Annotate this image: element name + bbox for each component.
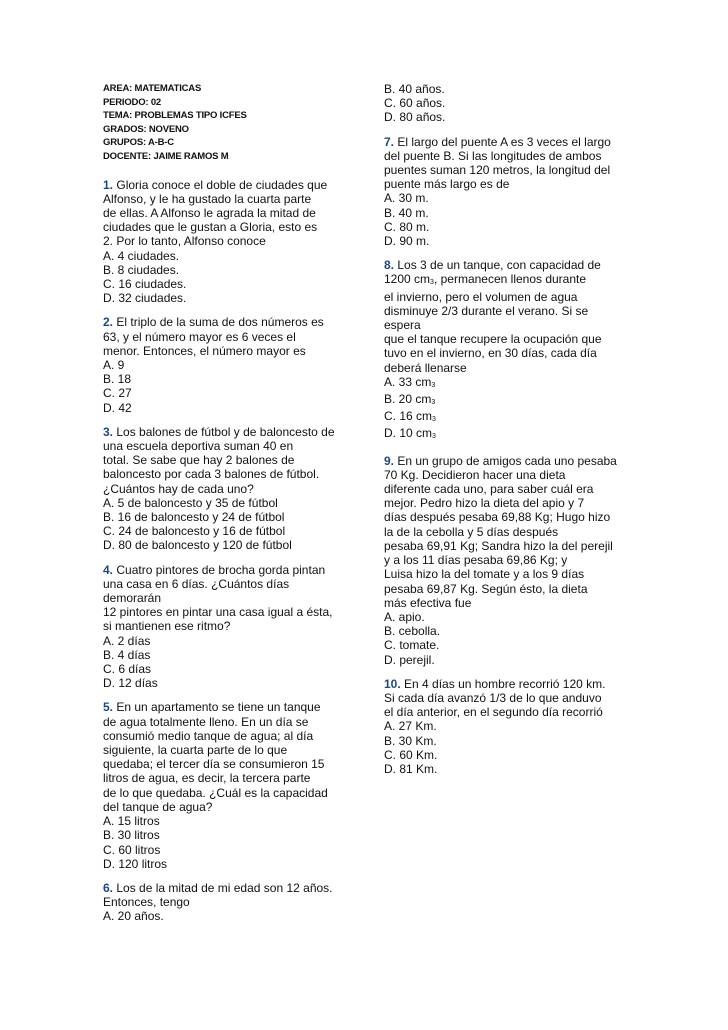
question-text: Gloria conoce el doble de ciudades que [116, 177, 328, 192]
question-text: Luisa hizo la del tomate y a los 9 días [384, 567, 585, 582]
question-text: puentes suman 120 metros, la longitud del [384, 163, 611, 178]
question-text: pesaba 69,91 Kg; Sandra hizo la del perejil [384, 538, 613, 553]
answer-option: B. 16 de baloncesto y 24 de fútbol [103, 510, 285, 525]
question-number: 8. [384, 258, 395, 273]
question-text: ciudades que le gustan a Gloria, esto es [103, 220, 318, 235]
question-line [103, 757, 353, 771]
answer-option: C. 16 $cm_3$ [384, 409, 436, 424]
question-text: menor. Entonces, el número mayor es [103, 343, 306, 358]
answer-option: B. 4 días [103, 647, 151, 662]
question-line [384, 567, 634, 581]
question-text: mejor. Pedro hizo la dieta del apio y 7 [384, 496, 585, 511]
answer-option: D. 120 litros [103, 856, 168, 871]
question-number: 1. [103, 177, 114, 192]
header-tema: TEMA: PROBLEMAS TIPO ICFES [103, 110, 247, 122]
question-text: siguiente, la cuarta parte de lo que [103, 743, 288, 758]
question-line [103, 771, 353, 785]
question-line [384, 454, 634, 468]
question-text: de lo que quedaba. ¿Cuál es la capacidad [103, 785, 328, 800]
question-line [384, 163, 634, 177]
question-number: 9. [384, 453, 395, 468]
answer-option: D. 32 ciudades. [103, 291, 187, 306]
question-line [384, 258, 634, 272]
answer-option: A. 33 $cm_3$ [384, 374, 436, 389]
answer-option: C. 60 años. [384, 96, 446, 111]
question-line [103, 591, 353, 605]
question-9 [384, 454, 634, 667]
question-line [384, 482, 634, 496]
question-line [103, 605, 353, 619]
answer-option: C. 60 litros [103, 842, 161, 857]
answer-option: B. cebolla. [384, 624, 441, 639]
question-line [103, 330, 353, 344]
question-text: del tanque de agua? [103, 799, 213, 814]
question-line [384, 290, 634, 304]
answer-option: C. 27 [103, 386, 132, 401]
header-grupos: GRUPOS: A-B-C [103, 137, 174, 149]
header-periodo: PERIODO: 02 [103, 96, 161, 108]
question-text: días después pesaba 69,88 Kg; Hugo hizo [384, 510, 611, 525]
question-text: tuvo en el invierno, en 30 días, cada día [384, 346, 597, 361]
question-line [103, 800, 353, 814]
question-text: del puente B. Si las longitudes de ambos [384, 148, 602, 163]
question-line [103, 881, 353, 895]
question-text: y a los 11 días pesaba 69,86 Kg; y [384, 553, 568, 568]
question-text: Entonces, tengo [103, 895, 190, 910]
answer-option: D. 42 [103, 400, 132, 415]
question-line [384, 525, 634, 539]
question-line [384, 596, 634, 610]
question-line [103, 729, 353, 743]
answer-option: D. 90 m. [384, 234, 430, 249]
answer-option: B. 40 años. [384, 82, 445, 96]
answer-option: D. 10 $cm_3$ [384, 426, 436, 441]
question-text: Los balones de fútbol y de baloncesto de [116, 424, 335, 439]
answer-option: C. 16 ciudades. [103, 276, 187, 291]
question-text: Si cada día avanzó 1/3 de lo que anduvo [384, 690, 602, 705]
question-6 [384, 82, 634, 125]
question-line [103, 439, 353, 453]
question-text: diferente cada uno, para saber cuál era [384, 482, 594, 497]
question-text: 70 Kg. Decidieron hacer una dieta [384, 467, 566, 482]
header-grados: GRADOS: NOVENO [103, 123, 189, 135]
question-text: más efectiva fue [384, 595, 472, 610]
question-text: puente más largo es de [384, 177, 510, 192]
question-line [384, 691, 634, 705]
question-text: Los de la mitad de mi edad son 12 años. [116, 880, 333, 895]
answer-option: D. 80 años. [384, 110, 446, 125]
question-line [103, 619, 353, 633]
question-line [103, 563, 353, 577]
answer-option: B. 30 litros [103, 828, 160, 843]
answer-option: D. 12 días [103, 676, 158, 691]
question-1 [103, 178, 353, 306]
question-line [384, 468, 634, 482]
header-docente: DOCENTE: JAIME RAMOS M [103, 150, 229, 162]
question-text: la de la cebolla y 5 días después [384, 524, 559, 539]
question-text: consumió medio tanque de agua; al día [103, 728, 314, 743]
question-line [103, 315, 353, 329]
question-line [103, 178, 353, 192]
question-text: total. Se sabe que hay 2 balones de [103, 453, 295, 468]
question-text: que el tanque recupere la ocupación que [384, 332, 602, 347]
answer-option: B. 40 m. [384, 205, 429, 220]
question-text: El largo del puente A es 3 veces el largo [397, 134, 611, 149]
answer-option: B. 18 [103, 372, 132, 387]
question-text: 1200 $cm_3$, permanecen llenos durante [384, 272, 587, 287]
answer-option: A. 15 litros [103, 814, 160, 829]
question-text: En 4 días un hombre recorrió 120 km. [404, 676, 606, 691]
question-text: una escuela deportiva suman 40 en [103, 439, 294, 454]
question-5 [103, 700, 353, 870]
question-number: 5. [103, 700, 114, 715]
question-7 [384, 135, 634, 249]
question-line [103, 700, 353, 714]
question-line [384, 582, 634, 596]
question-text: En un apartamento se tiene un tanque [116, 700, 321, 715]
question-text: el invierno, pero el volumen de agua [384, 289, 578, 304]
question-number: 7. [384, 134, 395, 149]
answer-option: A. 2 días [103, 633, 151, 648]
question-line [103, 895, 353, 909]
question-text: En un grupo de amigos cada uno pesaba [397, 453, 617, 468]
question-number: 4. [103, 562, 114, 577]
question-line [384, 361, 634, 375]
question-line [103, 192, 353, 206]
question-number: 3. [103, 424, 114, 439]
answer-option: D. perejil. [384, 652, 435, 667]
answer-option: A. 5 de baloncesto y 35 de fútbol [103, 495, 278, 510]
question-3 [103, 425, 353, 553]
question-text: de agua totalmente lleno. En un día se [103, 714, 309, 729]
question-text: 63, y el número mayor es 6 veces el [103, 329, 296, 344]
answer-option: A. 30 m. [384, 191, 429, 206]
question-line [103, 577, 353, 591]
question-text: una casa en 6 días. ¿Cuántos días [103, 576, 290, 591]
question-line [384, 496, 634, 510]
question-text: si mantienen ese ritmo? [103, 619, 231, 634]
question-line [384, 272, 634, 289]
answer-option: A. 9 [103, 358, 125, 372]
answer-option: A. 4 ciudades. [103, 248, 180, 263]
document-header [103, 82, 353, 164]
question-text: El triplo de la suma de dos números es [116, 315, 324, 330]
answer-option: B. 8 ciudades. [103, 262, 180, 277]
answer-option: C. 24 de baloncesto y 16 de fútbol [103, 524, 286, 539]
question-2 [103, 315, 353, 414]
question-text: 2. Por lo tanto, Alfonso conoce [103, 234, 266, 249]
question-text: demorarán [103, 591, 162, 606]
question-line [384, 304, 634, 318]
answer-option: A. 27 Km. [384, 719, 437, 734]
question-line [384, 149, 634, 163]
answer-option: A. 20 años. [103, 909, 164, 924]
question-text: baloncesto por cada 3 balones de fútbol. [103, 467, 320, 482]
question-line [103, 220, 353, 234]
answer-option: C. 60 Km. [384, 747, 438, 762]
question-line [384, 332, 634, 346]
question-line [384, 539, 634, 553]
left-column [103, 82, 353, 924]
answer-option: D. 81 Km. [384, 761, 438, 776]
question-text: quedaba; el tercer día se consumieron 15 [103, 757, 325, 772]
question-line [384, 177, 634, 191]
question-line [103, 482, 353, 496]
question-line [103, 467, 353, 481]
answer-option: C. tomate. [384, 638, 440, 653]
question-text: 12 pintores en pintar una casa igual a ésta, [103, 605, 333, 620]
question-line [103, 743, 353, 757]
question-line [384, 510, 634, 524]
question-line [103, 786, 353, 800]
question-text: Alfonso, y le ha gustado la cuarta parte [103, 191, 312, 206]
header-area: AREA: MATEMATICAS [103, 83, 202, 94]
answer-option: B. 30 Km. [384, 733, 437, 748]
question-line [103, 344, 353, 358]
question-4 [103, 563, 353, 691]
question-8 [384, 258, 634, 443]
answer-option: D. 80 de baloncesto y 120 de fútbol [103, 538, 292, 553]
question-text: deberá llenarse [384, 360, 467, 375]
question-text: espera [384, 318, 421, 333]
question-10 [384, 677, 634, 776]
answer-option: B. 20 $cm_3$ [384, 392, 436, 407]
question-text: Cuatro pintores de brocha gorda pintan [116, 562, 326, 577]
question-number: 10. [384, 676, 401, 691]
question-line [384, 677, 634, 691]
question-line [384, 318, 634, 332]
question-line [103, 425, 353, 439]
question-line [384, 346, 634, 360]
question-line [384, 705, 634, 719]
question-text: de ellas. A Alfonso le agrada la mitad de [103, 205, 316, 220]
question-number: 6. [103, 880, 114, 895]
right-column [384, 82, 634, 776]
question-line [103, 715, 353, 729]
question-text: pesaba 69,87 Kg. Según ésto, la dieta [384, 581, 588, 596]
question-6 [103, 881, 353, 924]
question-text: el día anterior, en el segundo día recorrió [384, 705, 603, 720]
question-number: 2. [103, 315, 114, 330]
question-text: Los 3 de un tanque, con capacidad de [397, 258, 601, 273]
question-text: ¿Cuántos hay de cada uno? [103, 481, 254, 496]
answer-option: C. 6 días [103, 662, 152, 677]
question-line [384, 553, 634, 567]
question-text: disminuye 2/3 durante el verano. Si se [384, 303, 589, 318]
question-line [103, 234, 353, 248]
question-text: litros de agua, es decir, la tercera parte [103, 771, 311, 786]
question-line [103, 453, 353, 467]
answer-option: C. 80 m. [384, 219, 430, 234]
question-line [103, 206, 353, 220]
question-line [384, 135, 634, 149]
answer-option: A. apio. [384, 609, 425, 624]
